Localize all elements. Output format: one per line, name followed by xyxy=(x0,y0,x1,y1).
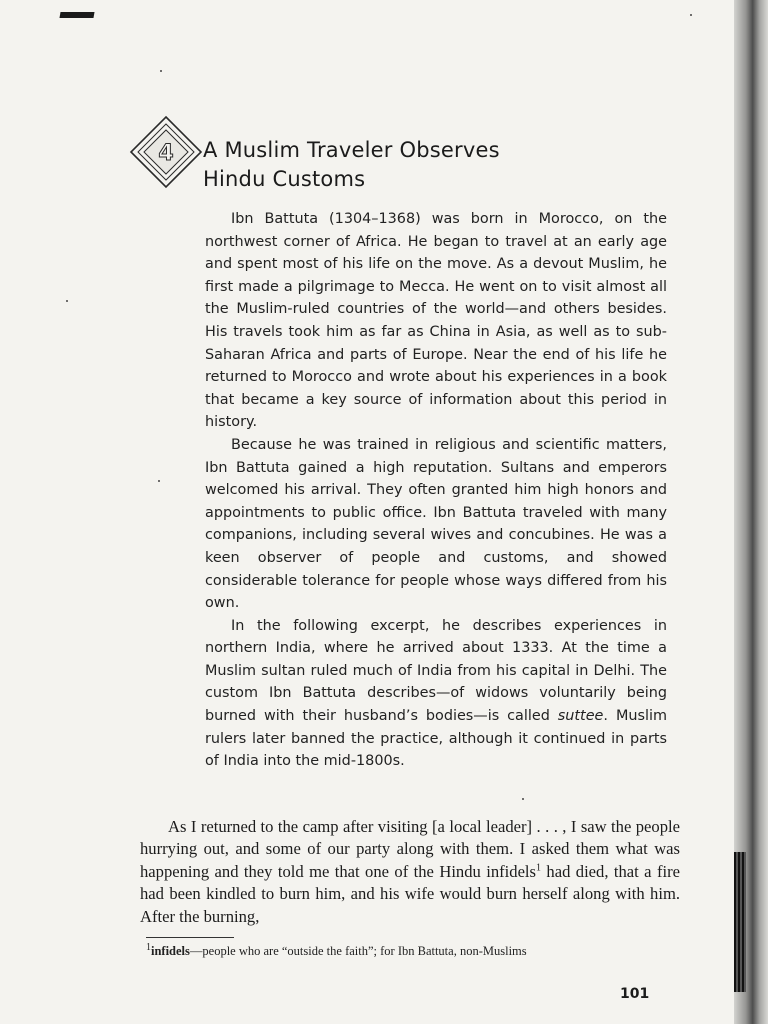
footnote xyxy=(146,943,666,959)
term-suttee: suttee xyxy=(557,708,604,725)
scan-speck xyxy=(160,70,162,72)
intro-p3-text-end: . Muslim rulers later banned the practice, although it continued in parts of India into the mid-1800s. xyxy=(205,708,667,770)
footnote-term: infidels xyxy=(151,944,190,958)
chapter-diamond-icon xyxy=(128,114,204,190)
intro-p3-text: In the following excerpt, he describes experiences in northern India, where he arrived about 1333. At the time a Muslim sultan ruled much of India from his capital in Delhi. The custom Ibn Battuta describes—of widows voluntarily being burned with their husband’s bodies—is called xyxy=(205,617,667,725)
scan-speck xyxy=(690,14,692,16)
excerpt xyxy=(140,816,680,928)
footnote-divider xyxy=(146,937,234,938)
intro-paragraph-1: Ibn Battuta (1304–1368) was born in Morocco, on the northwest corner of Africa. He began to travel at an early age and spent most of his life on the move. As a devout Muslim, he first made a pilgrimage to Mecca. He went on to visit almost all the Muslim-ruled countries of the world—and others besides. His travels took him as far as China in Asia, as well as to sub-Saharan Africa and parts of Europe. Near the end of his life he returned to Morocco and wrote about his experiences in a book that became a key source of information about this period in history. xyxy=(205,211,667,431)
scan-speck xyxy=(522,798,524,800)
footnote-text: —people who are “outside the faith”; for Ibn Battuta, non-Muslims xyxy=(189,944,527,958)
footnote-ref: 1 xyxy=(536,862,541,874)
scan-mark xyxy=(59,12,94,18)
chapter-number: 4 xyxy=(158,141,174,166)
intro-paragraph-2: Because he was trained in religious and scientific matters, Ibn Battuta gained a high reputation. Sultans and emperors welcomed his arrival. They often granted him high honors and appointments to public office. Ibn Battuta traveled with many companions, including several wives and concubines. He was a keen observer of people and customs, and showed considerable tolerance for people whose ways differed from his own. xyxy=(205,436,667,612)
binding-dark-edge xyxy=(734,852,746,992)
title-line-2: Hindu Customs xyxy=(203,167,366,191)
excerpt-text-end: had died, that a fire had been kindled to burn him, and his wife would burn herself along with him. After the burning, xyxy=(140,861,680,926)
introduction xyxy=(205,208,667,773)
excerpt-text: As I returned to the camp after visiting [a local leader] . . . , I saw the people hurrying out, and some of our party along with them. I asked them what was happening and they told me that one of the Hindu infidels xyxy=(140,817,680,881)
page-number: 101 xyxy=(620,986,650,1002)
page-title xyxy=(203,136,500,194)
footnote-marker: 1 xyxy=(146,941,151,953)
scan-speck xyxy=(158,480,160,482)
scan-speck xyxy=(66,300,68,302)
intro-paragraph-3 xyxy=(205,615,667,773)
excerpt-paragraph xyxy=(140,816,680,928)
title-line-1: A Muslim Traveler Observes xyxy=(203,138,500,162)
